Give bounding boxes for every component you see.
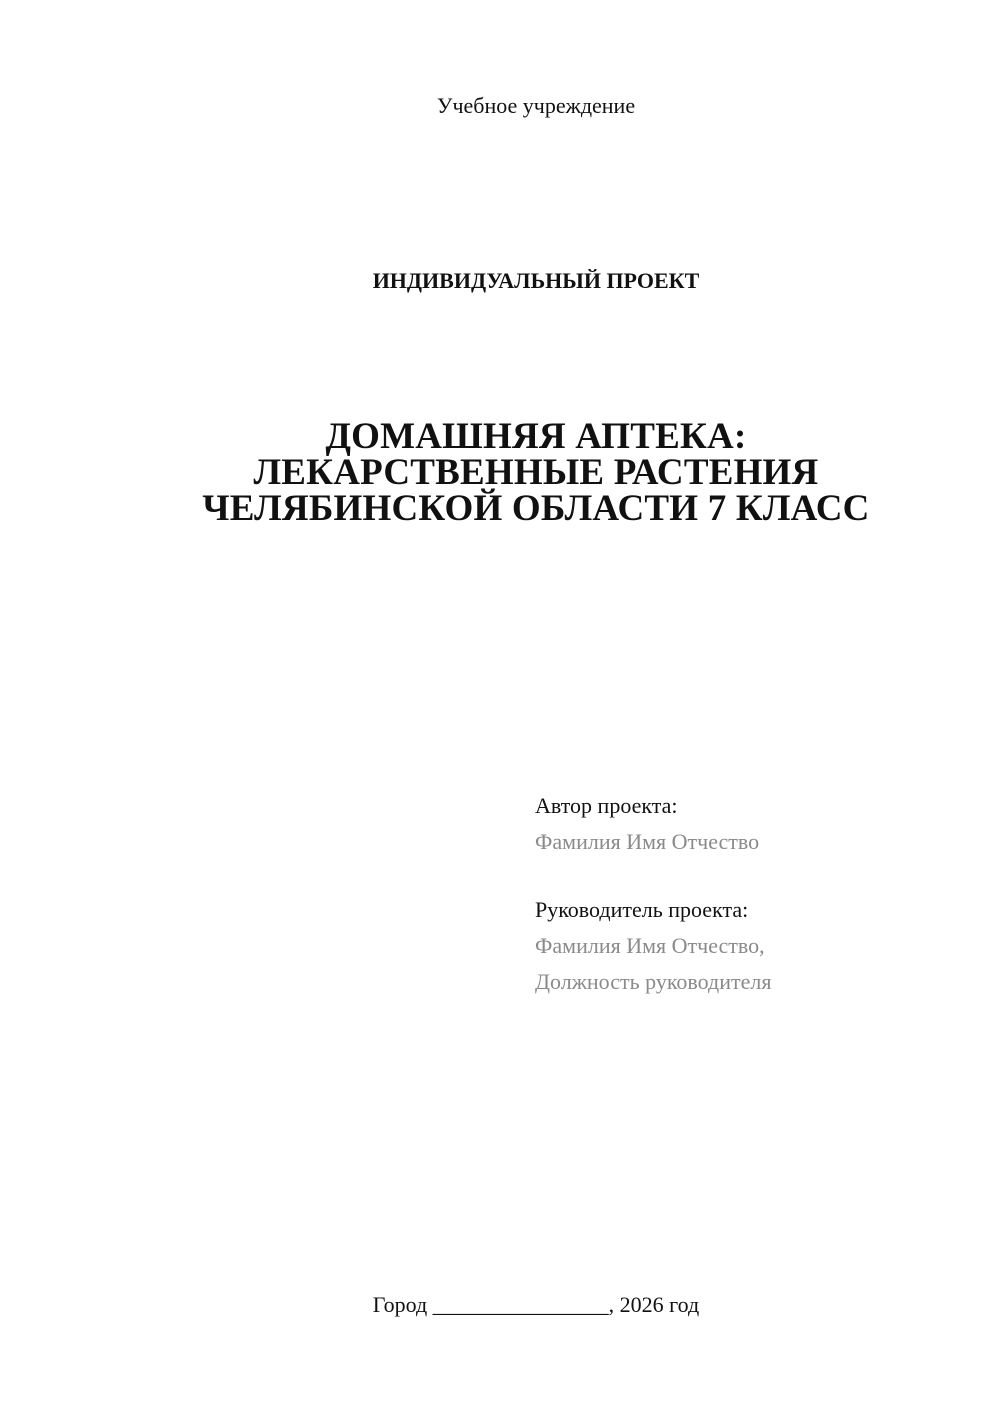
credits-spacer	[535, 860, 975, 892]
author-label: Автор проекта:	[535, 793, 678, 818]
document-type-heading: ИНДИВИДУАЛЬНЫЙ ПРОЕКТ	[372, 268, 700, 293]
supervisor-name: Фамилия Имя Отчество,	[535, 933, 765, 958]
project-title-line-2: ЛЕКАРСТВЕННЫЕ РАСТЕНИЯ	[253, 452, 819, 493]
institution-name: Учебное учреждение	[436, 93, 636, 118]
credits-block	[535, 788, 975, 1000]
city-year-line: Город ________________, 2026 год	[372, 1292, 700, 1317]
supervisor-position: Должность руководителя	[535, 969, 772, 994]
author-name: Фамилия Имя Отчество	[535, 829, 760, 854]
project-title	[0, 416, 1000, 529]
supervisor-label: Руководитель проекта:	[535, 897, 749, 922]
project-title-line-1: ДОМАШНЯЯ АПТЕКА:	[325, 416, 747, 457]
project-title-line-3: ЧЕЛЯБИНСКОЙ ОБЛАСТИ 7 КЛАСС	[202, 488, 870, 529]
